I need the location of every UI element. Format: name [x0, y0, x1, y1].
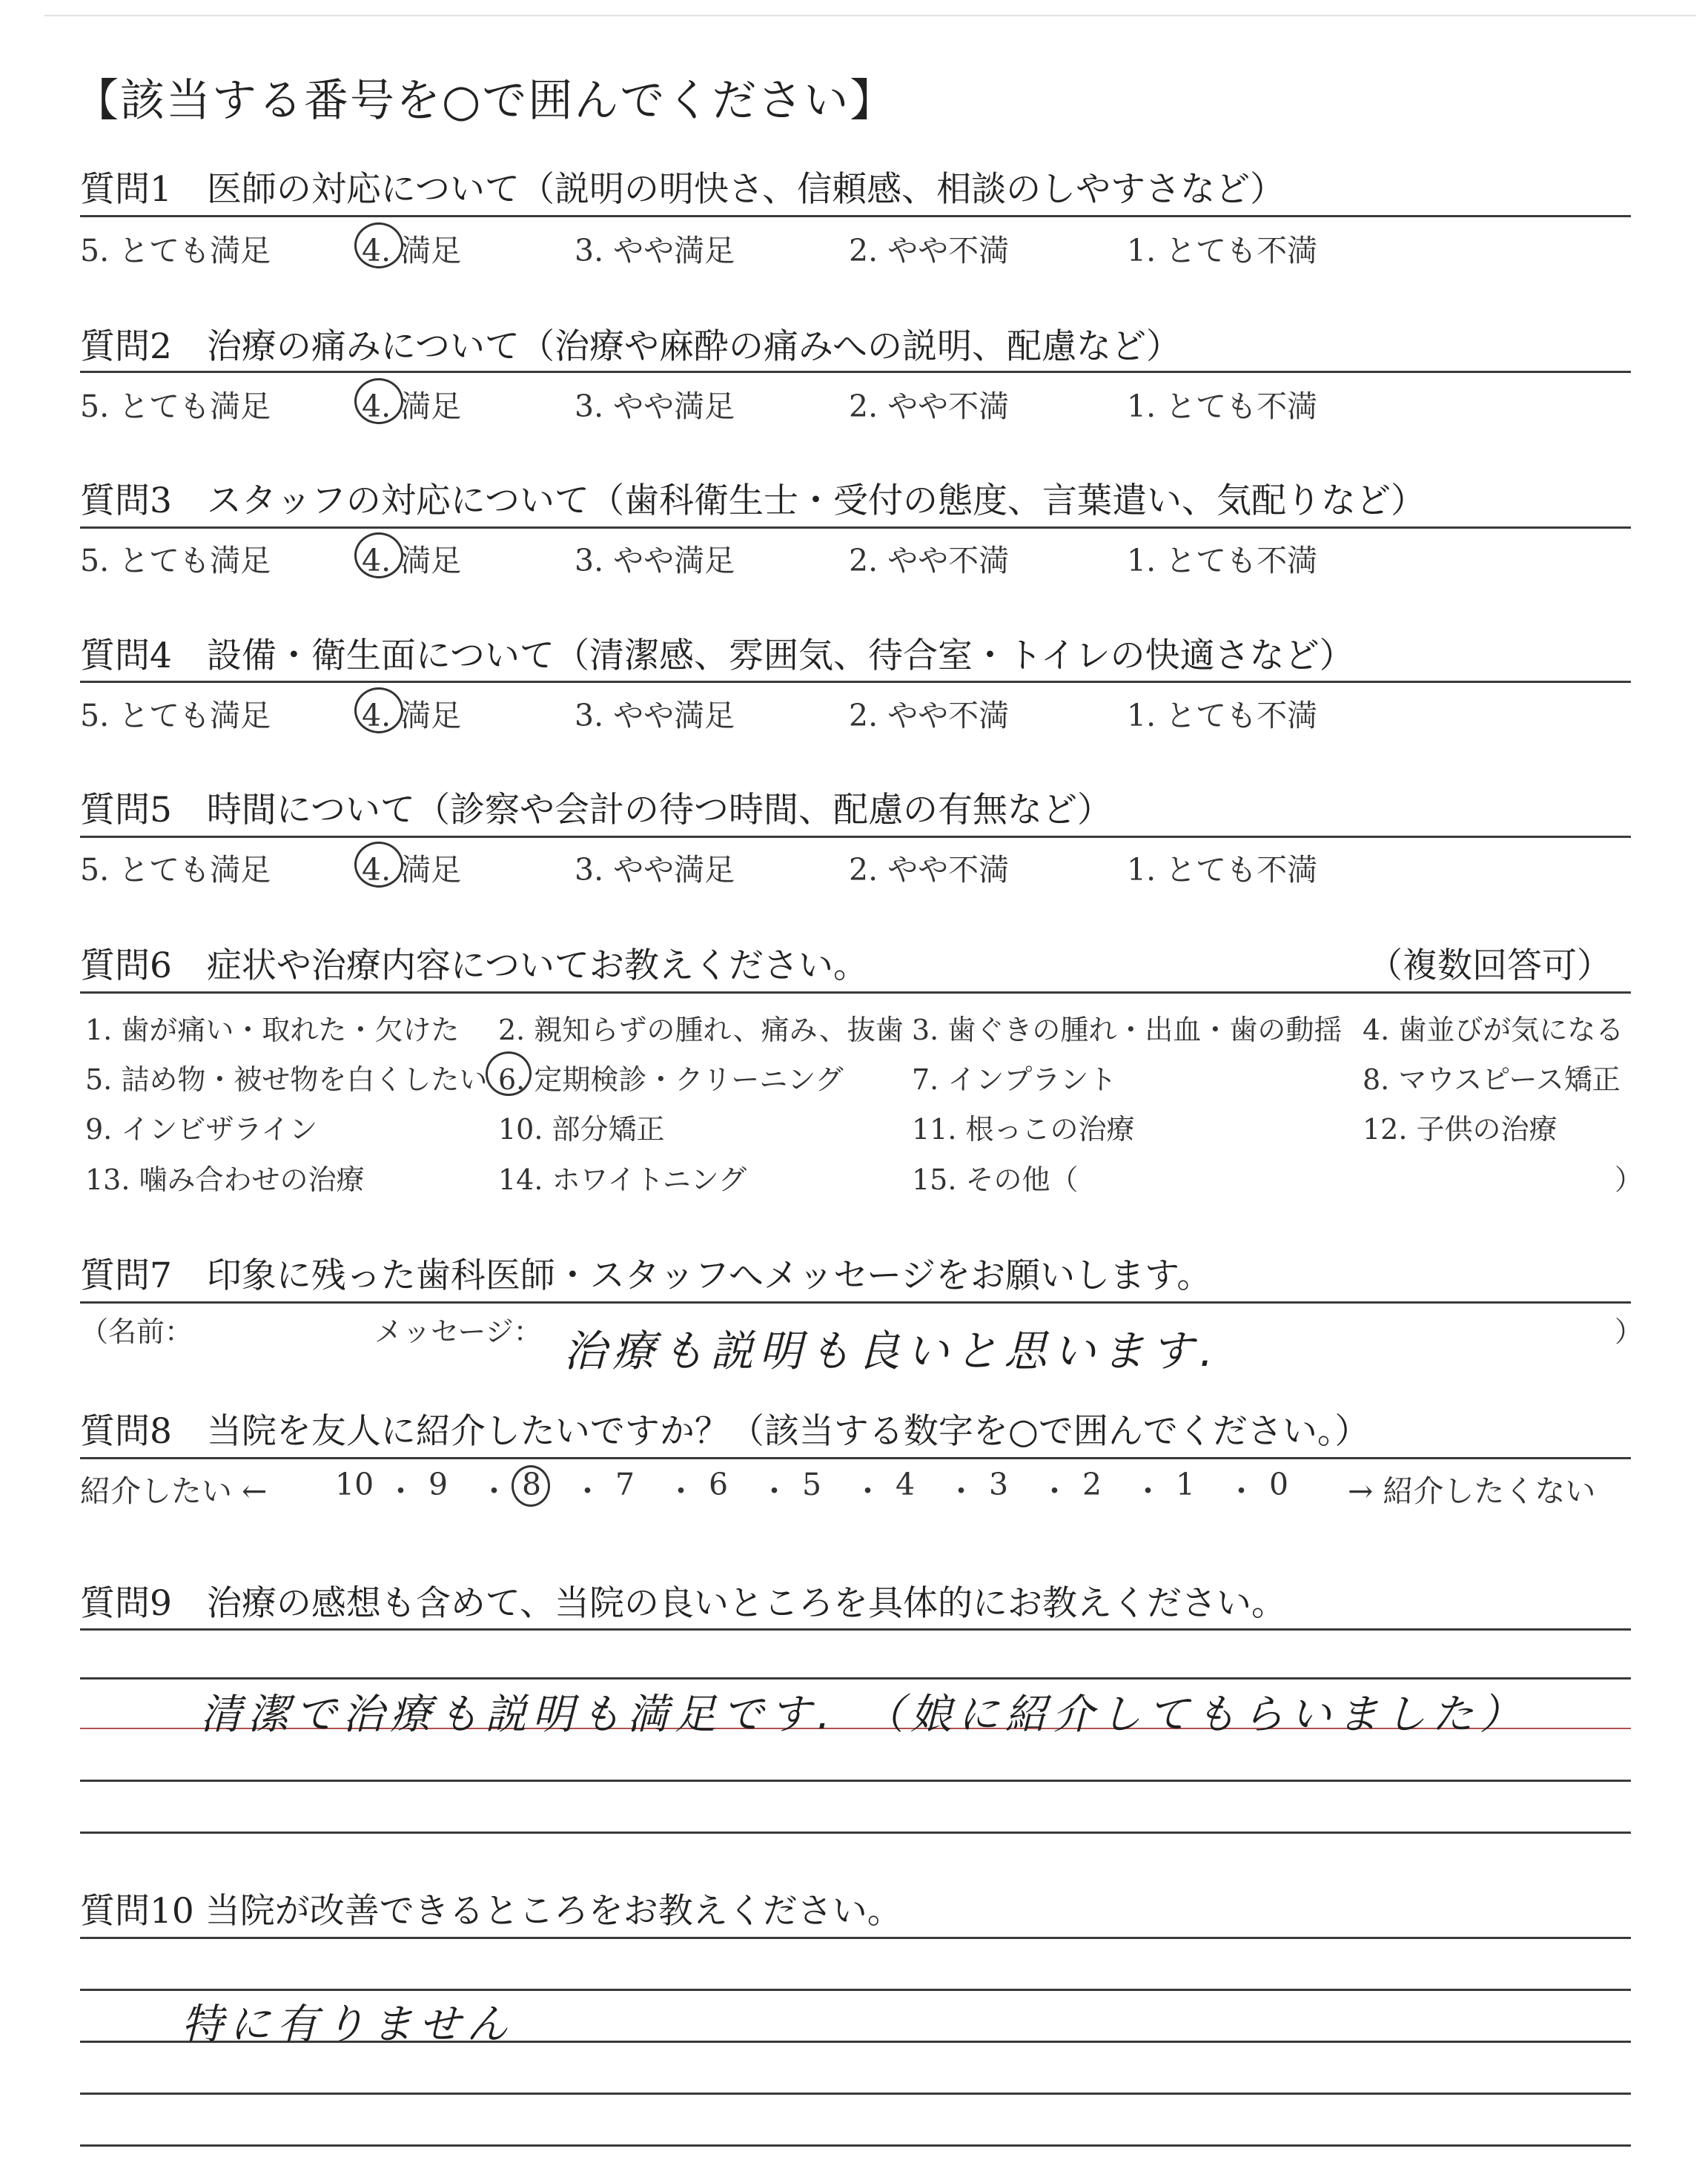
scale-separator-dot: ・: [572, 1473, 603, 1509]
other-close-paren: ）: [1615, 1163, 1644, 1196]
symptom-option-12[interactable]: 12. 子供の治療: [1363, 1113, 1558, 1146]
recommend-right-label: → 紹介したくない: [1348, 1473, 1596, 1509]
recommend-value-3[interactable]: 3: [989, 1467, 1009, 1502]
selection-circle: [354, 687, 403, 733]
symptom-option-2[interactable]: 2. 親知らずの腫れ、痛み、抜歯: [498, 1014, 904, 1046]
selection-circle: [486, 1051, 532, 1096]
answer-line: [80, 1937, 1631, 1939]
option-3[interactable]: 3. やや満足: [575, 698, 735, 733]
scale-separator-dot: ・: [759, 1473, 790, 1509]
option-2[interactable]: 2. やや不満: [849, 543, 1010, 578]
symptom-option-5[interactable]: 5. 詰め物・被せ物を白くしたい: [85, 1063, 488, 1096]
option-4[interactable]: 4. 満足: [362, 698, 462, 733]
question-title: 質問10 当院が改善できるところをお教えください。: [80, 1891, 902, 1932]
option-2[interactable]: 2. やや不満: [849, 233, 1010, 268]
symptom-option-3[interactable]: 3. 歯ぐきの腫れ・出血・歯の動揺: [912, 1014, 1343, 1046]
question-title: 質問5 時間について（診察や会計の待つ時間、配慮の有無など）: [80, 790, 1112, 830]
selection-circle: [354, 378, 403, 424]
scale-separator-dot: ・: [946, 1473, 976, 1509]
option-2[interactable]: 2. やや不満: [849, 389, 1010, 424]
good-points-answer[interactable]: 清潔で治療も説明も満足です. （娘に紹介してもらいました）: [200, 1691, 1527, 1739]
answer-line: [80, 2144, 1631, 2147]
option-5[interactable]: 5. とても満足: [80, 389, 271, 424]
option-3[interactable]: 3. やや満足: [575, 233, 735, 268]
recommend-value-6[interactable]: 6: [709, 1467, 729, 1502]
recommend-value-2[interactable]: 2: [1082, 1467, 1102, 1502]
divider: [80, 681, 1631, 683]
divider: [80, 1457, 1631, 1459]
option-3[interactable]: 3. やや満足: [575, 852, 735, 888]
option-1[interactable]: 1. とても不満: [1127, 543, 1318, 578]
recommend-value-0[interactable]: 0: [1269, 1467, 1289, 1502]
option-5[interactable]: 5. とても満足: [80, 852, 271, 888]
recommend-value-5[interactable]: 5: [802, 1467, 822, 1502]
symptom-option-1[interactable]: 1. 歯が痛い・取れた・欠けた: [85, 1014, 460, 1046]
selection-circle: [354, 222, 403, 268]
question-title: 質問4 設備・衛生面について（清潔感、雰囲気、待合室・トイレの快適さなど）: [80, 635, 1354, 676]
selection-circle: [354, 532, 403, 578]
question-title: 質問7 印象に残った歯科医師・スタッフへメッセージをお願いします。: [80, 1255, 1212, 1296]
recommend-left-label: 紹介したい ←: [80, 1473, 268, 1509]
answer-line: [80, 1832, 1631, 1834]
answer-line: [80, 1780, 1631, 1782]
option-5[interactable]: 5. とても満足: [80, 698, 271, 733]
answer-line: [80, 1989, 1631, 1991]
page-header: 【該当する番号を○で囲んでください】: [74, 75, 896, 127]
divider: [80, 215, 1631, 217]
symptom-option-8[interactable]: 8. マウスピース矯正: [1363, 1063, 1621, 1096]
improvement-answer[interactable]: 特に有りません: [182, 2001, 514, 2049]
recommend-value-9[interactable]: 9: [428, 1467, 448, 1502]
option-3[interactable]: 3. やや満足: [575, 543, 735, 578]
symptom-option-10[interactable]: 10. 部分矯正: [498, 1113, 665, 1146]
name-label: （名前：: [80, 1315, 193, 1348]
scale-separator-dot: ・: [385, 1473, 416, 1509]
option-2[interactable]: 2. やや不満: [849, 852, 1010, 888]
divider: [80, 991, 1631, 994]
divider: [80, 836, 1631, 838]
option-4[interactable]: 4. 満足: [362, 389, 462, 424]
scale-separator-dot: ・: [1226, 1473, 1257, 1509]
recommend-value-7[interactable]: 7: [615, 1467, 635, 1502]
option-1[interactable]: 1. とても不満: [1127, 698, 1318, 733]
scale-separator-dot: ・: [666, 1473, 696, 1509]
option-1[interactable]: 1. とても不満: [1127, 233, 1318, 268]
scale-separator-dot: ・: [1133, 1473, 1163, 1509]
option-3[interactable]: 3. やや満足: [575, 389, 735, 424]
question-title: 質問2 治療の痛みについて（治療や麻酔の痛みへの説明、配慮など）: [80, 326, 1182, 367]
symptom-option-9[interactable]: 9. インビザライン: [85, 1113, 318, 1146]
symptom-option-11[interactable]: 11. 根っこの治療: [912, 1113, 1135, 1146]
top-border: [44, 15, 1696, 16]
option-4[interactable]: 4. 満足: [362, 852, 462, 888]
option-5[interactable]: 5. とても満足: [80, 543, 271, 578]
scale-separator-dot: ・: [479, 1473, 509, 1509]
answer-line: [80, 1628, 1631, 1631]
message-answer[interactable]: 治療も説明も良いと思います.: [563, 1326, 1219, 1376]
message-label: メッセージ：: [374, 1315, 542, 1348]
divider: [80, 371, 1631, 373]
symptom-option-7[interactable]: 7. インプラント: [912, 1063, 1117, 1096]
question-title: 質問9 治療の感想も含めて、当院の良いところを具体的にお教えください。: [80, 1583, 1286, 1624]
recommend-value-10[interactable]: 10: [335, 1467, 374, 1502]
question-title: 質問3 スタッフの対応について（歯科衛生士・受付の態度、言葉遣い、気配りなど）: [80, 480, 1426, 521]
recommend-value-8[interactable]: 8: [522, 1467, 542, 1502]
question-title: 質問1 医師の対応について（説明の明快さ、信頼感、相談のしやすさなど）: [80, 169, 1285, 210]
recommend-value-1[interactable]: 1: [1176, 1467, 1196, 1502]
divider: [80, 526, 1631, 529]
option-1[interactable]: 1. とても不満: [1127, 389, 1318, 424]
selection-circle: [354, 842, 403, 888]
symptom-option-6[interactable]: 6. 定期検診・クリーニング: [498, 1063, 844, 1096]
question-title: 質問8 当院を友人に紹介したいですか？（該当する数字を○で囲んでください。）: [80, 1411, 1370, 1452]
option-1[interactable]: 1. とても不満: [1127, 852, 1318, 888]
symptom-option-15[interactable]: 15. その他（: [912, 1163, 1079, 1196]
option-2[interactable]: 2. やや不満: [849, 698, 1010, 733]
symptom-option-13[interactable]: 13. 噛み合わせの治療: [85, 1163, 365, 1196]
answer-line: [80, 2093, 1631, 2095]
scale-separator-dot: ・: [853, 1473, 883, 1509]
answer-line: [80, 1677, 1631, 1680]
recommend-value-4[interactable]: 4: [896, 1467, 916, 1502]
selection-circle: [512, 1465, 550, 1507]
divider: [80, 1301, 1631, 1304]
multiple-answer-note: （複数回答可）: [1368, 945, 1612, 986]
option-4[interactable]: 4. 満足: [362, 543, 462, 578]
option-4[interactable]: 4. 満足: [362, 233, 462, 268]
close-paren: ）: [1615, 1315, 1644, 1348]
option-5[interactable]: 5. とても満足: [80, 233, 271, 268]
question-title: 質問6 症状や治療内容についてお教えください。: [80, 945, 868, 986]
scale-separator-dot: ・: [1039, 1473, 1070, 1509]
symptom-option-14[interactable]: 14. ホワイトニング: [498, 1163, 747, 1196]
symptom-option-4[interactable]: 4. 歯並びが気になる: [1363, 1014, 1624, 1046]
